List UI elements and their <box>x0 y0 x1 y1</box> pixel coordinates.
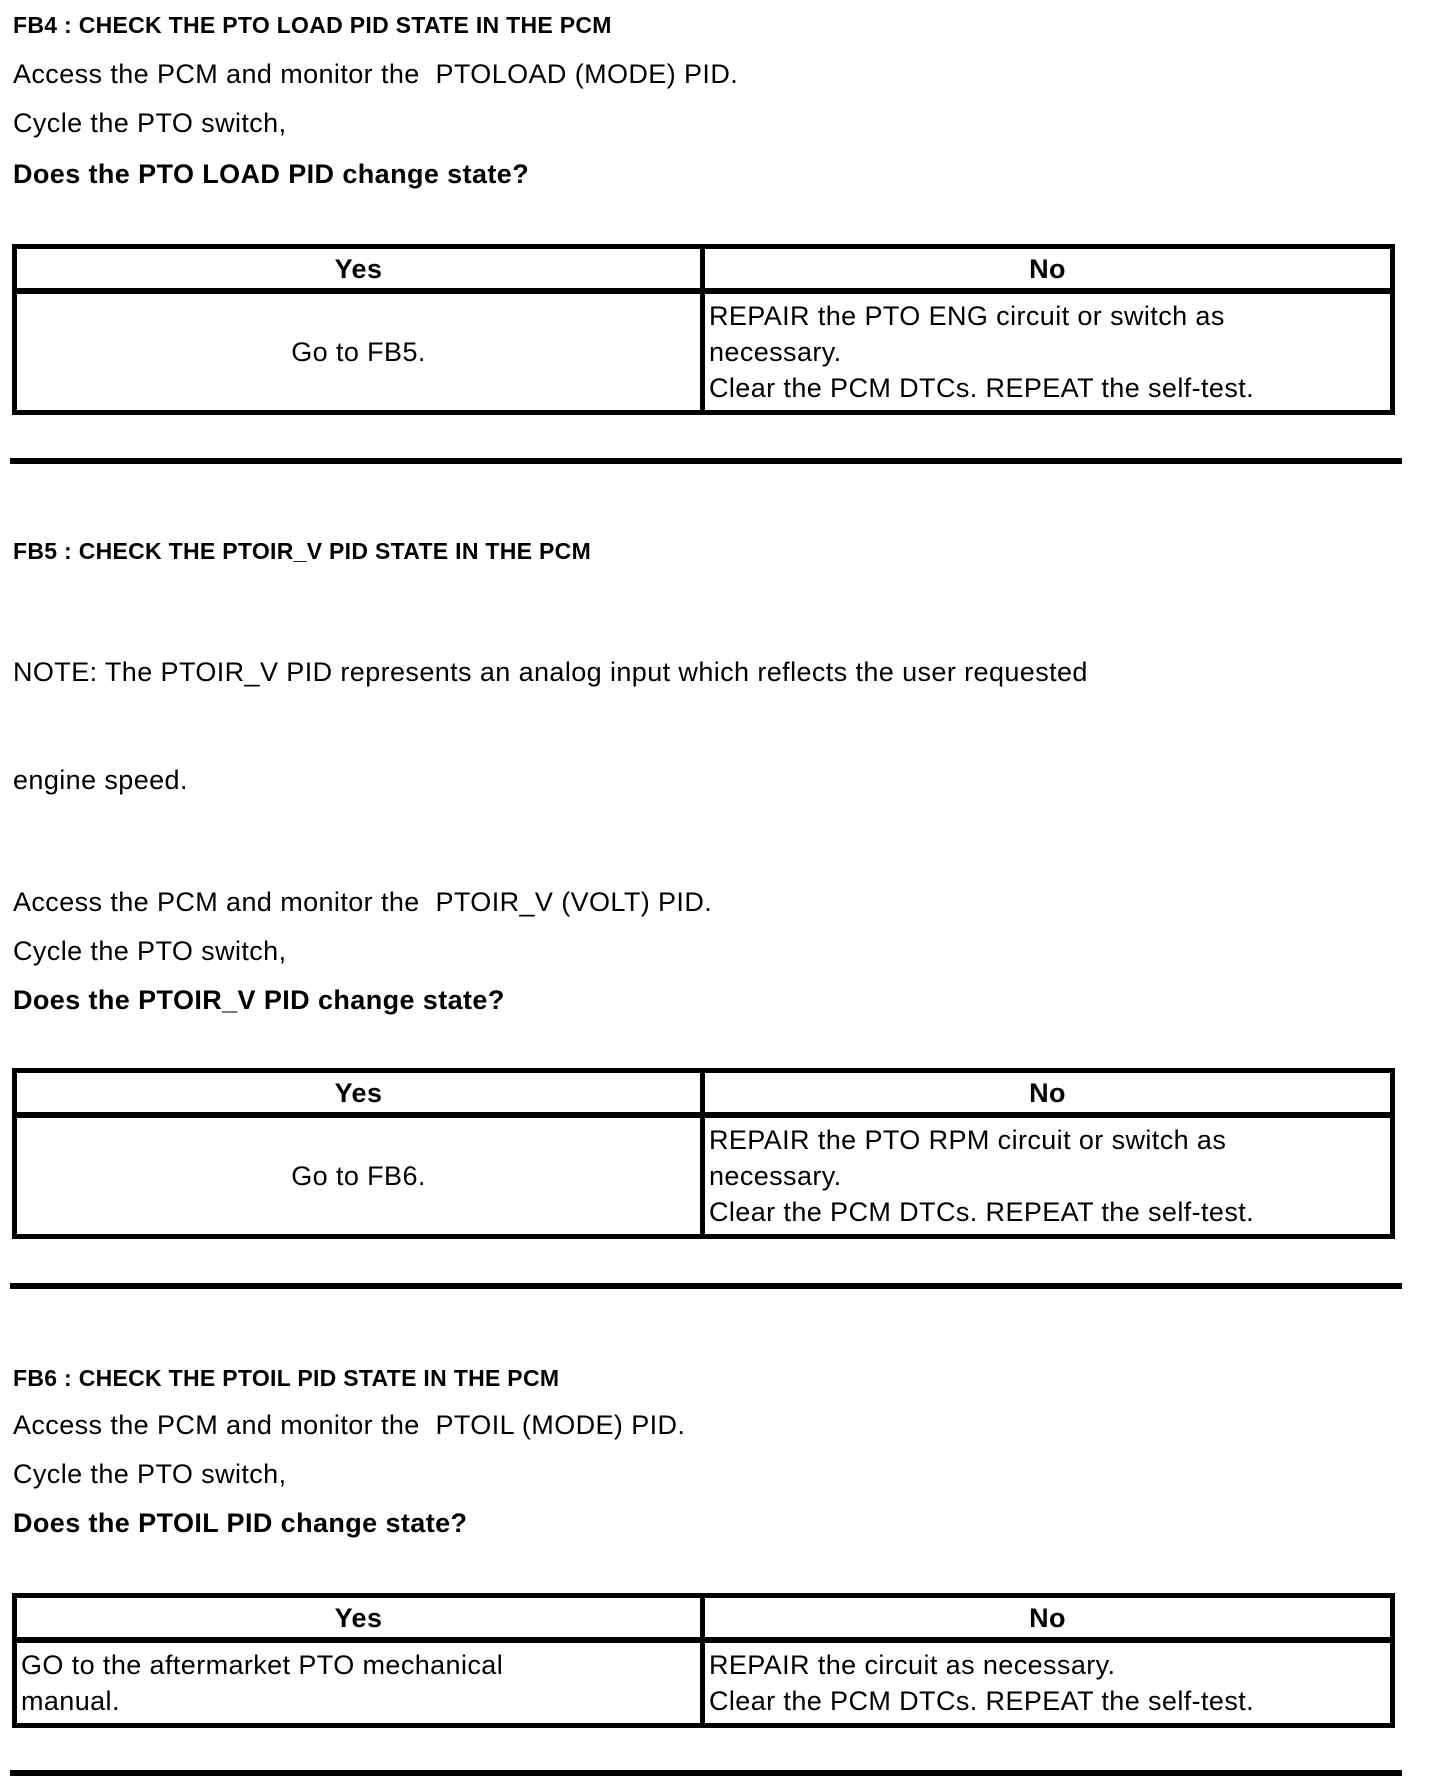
action-line: GO to the aftermarket PTO mechanical <box>21 1650 504 1680</box>
table-header-row <box>15 1596 1393 1641</box>
instruction-text: Cycle the PTO switch, <box>13 1459 287 1489</box>
action-line: REPAIR the circuit as necessary. <box>709 1650 1116 1680</box>
section-divider <box>10 1770 1402 1776</box>
step-title: FB6 : CHECK THE PTOIL PID STATE IN THE PCM <box>13 1365 560 1391</box>
section-divider <box>10 1283 1402 1289</box>
no-column-header: No <box>703 247 1393 292</box>
table-body-row <box>15 1115 1393 1237</box>
action-line: Clear the PCM DTCs. REPEAT the self-test. <box>709 1197 1255 1227</box>
action-line: Go to FB5. <box>291 337 426 367</box>
table-body-row <box>15 1640 1393 1726</box>
instruction-text: Access the PCM and monitor the PTOIR_V (VOLT) PID. <box>13 887 713 917</box>
procedure-step-fb6 <box>13 1363 1440 1776</box>
action-line: necessary. <box>709 1161 842 1191</box>
question-text: Does the PTO LOAD PID change state? <box>13 159 530 189</box>
decision-table <box>12 1068 1395 1239</box>
table-header-row <box>15 247 1393 292</box>
procedure-step-fb4 <box>13 10 1440 464</box>
table-body-row <box>15 291 1393 413</box>
no-action-cell <box>703 1640 1393 1726</box>
note-text <box>13 582 1440 870</box>
yes-action-cell <box>15 1115 703 1237</box>
no-column-header: No <box>703 1071 1393 1116</box>
note-line: NOTE: The PTOIR_V PID represents an analog input which reflects the user requested <box>13 657 1088 687</box>
note-line: engine speed. <box>13 765 188 795</box>
section-divider <box>10 458 1402 464</box>
action-line: necessary. <box>709 337 842 367</box>
action-line: REPAIR the PTO ENG circuit or switch as <box>709 301 1225 331</box>
action-line: Clear the PCM DTCs. REPEAT the self-test. <box>709 1686 1255 1716</box>
instruction-text: Cycle the PTO switch, <box>13 936 287 966</box>
action-line: manual. <box>21 1686 120 1716</box>
decision-table <box>12 244 1395 415</box>
no-column-header: No <box>703 1596 1393 1641</box>
instruction-text: Cycle the PTO switch, <box>13 108 287 138</box>
yes-action-cell <box>15 291 703 413</box>
step-title: FB5 : CHECK THE PTOIR_V PID STATE IN THE PCM <box>13 538 592 564</box>
no-action-cell <box>703 291 1393 413</box>
action-line: Go to FB6. <box>291 1161 426 1191</box>
instruction-text: Access the PCM and monitor the PTOIL (MODE) PID. <box>13 1410 686 1440</box>
question-text: Does the PTOIL PID change state? <box>13 1508 468 1538</box>
procedure-step-fb5 <box>13 536 1440 1289</box>
table-header-row <box>15 1071 1393 1116</box>
no-action-cell <box>703 1115 1393 1237</box>
decision-table <box>12 1593 1395 1728</box>
action-line: REPAIR the PTO RPM circuit or switch as <box>709 1125 1227 1155</box>
step-title: FB4 : CHECK THE PTO LOAD PID STATE IN THE PCM <box>13 12 612 38</box>
yes-column-header: Yes <box>15 1071 703 1116</box>
instruction-text: Access the PCM and monitor the PTOLOAD (MODE) PID. <box>13 59 739 89</box>
action-line: Clear the PCM DTCs. REPEAT the self-test. <box>709 373 1255 403</box>
yes-column-header: Yes <box>15 1596 703 1641</box>
question-text: Does the PTOIR_V PID change state? <box>13 985 505 1015</box>
yes-column-header: Yes <box>15 247 703 292</box>
yes-action-cell <box>15 1640 703 1726</box>
